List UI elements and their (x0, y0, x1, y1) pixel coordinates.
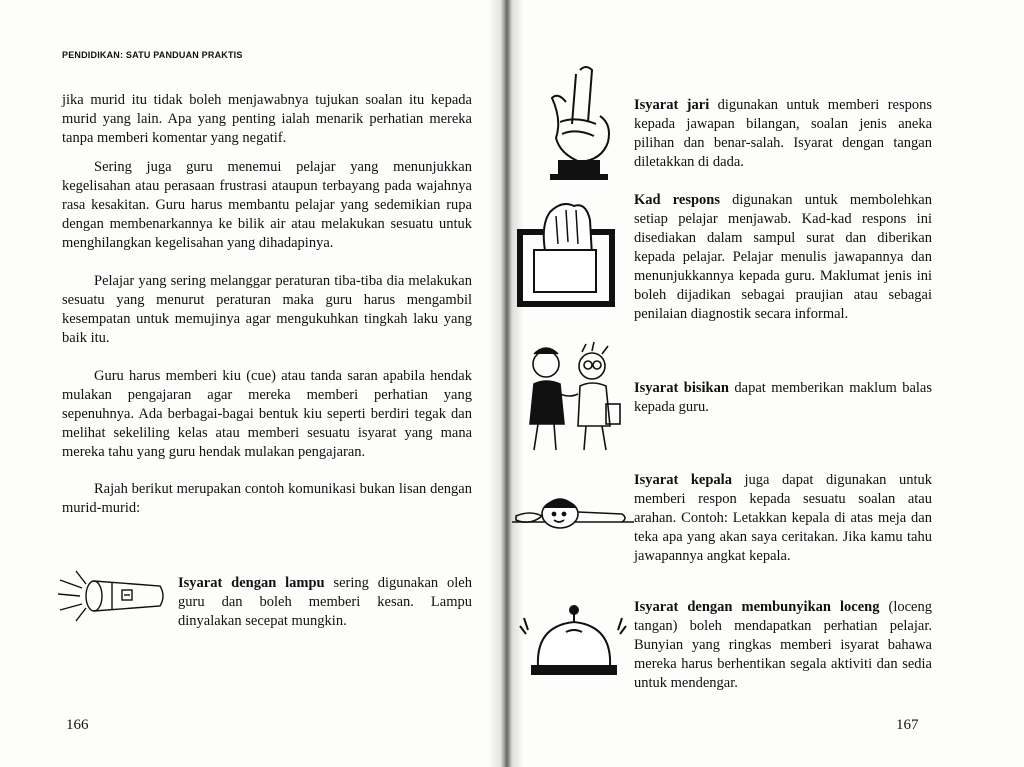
right-page (510, 0, 1024, 767)
crossed-fingers-icon (536, 62, 622, 184)
page-number-right: 167 (896, 717, 919, 733)
paragraph-2: Sering juga guru menemui pelajar yang menunjukkan kegelisahan atau perasaan frustrasi ataupun terbayang pada wajahnya rasa kesakitan. Guru harus membantu pelajar yang sedemikian rupa dengan membenarkannya ke bilik air atau melakukan sesuatu untuk menghilangkan kegelisahan yang dihadapinya. (62, 159, 472, 251)
head-signal-term: Isyarat kepala (634, 472, 732, 488)
paragraph-1: jika murid itu tidak boleh menjawabnya tujukan soalan itu kepada murid yang lain. Apa yang penting ialah menarik perhatian mereka tanpa memberi komentar yang negatif. (62, 92, 472, 146)
bell-signal-text (634, 598, 932, 693)
response-card-desc: digunakan untuk membolehkan setiap pelajar menjawab. Kad-kad respons ini disediakan dalam sampul surat dan diberikan kepada pelajar. Pelajar menulis jawapannya dan menunjukkannya kepada guru. Maklumat jenis ini boleh dijadikan sebagai praujian atau sebagai penilaian diagnostik secara informal. (634, 192, 932, 322)
paragraph-4: Guru harus memberi kiu (cue) atau tanda saran apabila hendak mulakan pengajaran agar mereka memberi perhatian yang sepenuhnya. Ada berbagai-bagai bentuk kiu seperti berdiri tegak dan melihat sekeliling kelas atau memberi sesuatu isyarat yang mana mereka tahu yang guru hendak mulakan pengajaran. (62, 368, 472, 460)
whispering-people-icon (516, 340, 628, 456)
response-card-term: Kad respons (634, 192, 721, 208)
bell-signal-desc: (loceng tangan) boleh mendapatkan perhatian pelajar. Bunyian yang ringkas memberi isyarat bahawa mereka harus berhentikan segala aktiviti dan sedia untuk mendengar. (634, 599, 932, 691)
hand-bell-icon (518, 604, 630, 676)
left-page (0, 0, 505, 767)
lamp-signal-text (178, 574, 472, 631)
response-card-icon (516, 196, 618, 308)
whisper-signal-text (634, 379, 932, 417)
head-signal-text (634, 471, 932, 566)
flashlight-icon (56, 566, 168, 626)
lamp-signal-term: Isyarat dengan lampu (178, 575, 325, 591)
head-on-desk-icon (512, 486, 634, 546)
running-header: PENDIDIKAN: SATU PANDUAN PRAKTIS (62, 50, 243, 60)
book-gutter (488, 0, 524, 767)
lamp-signal-desc: sering digunakan oleh guru dan boleh memberi kesan. Lampu dinyalakan secepat mungkin. (178, 575, 472, 629)
response-card-text (634, 191, 932, 324)
page-number-left: 166 (66, 717, 89, 733)
whisper-signal-term: Isyarat bisikan (634, 380, 729, 396)
finger-signal-desc: digunakan untuk memberi respons kepada jawapan bilangan, soalan jenis aneka pilihan dan benar-salah. Isyarat dengan tangan diletakkan di dada. (634, 97, 933, 170)
paragraph-5: Rajah berikut merupakan contoh komunikasi bukan lisan dengan murid-murid: (62, 481, 472, 516)
paragraph-3: Pelajar yang sering melanggar peraturan tiba-tiba dia melakukan sesuatu yang menurut peraturan maka guru harus mengambil kesempatan untuk memujinya agar mengukuhkan tingkah laku yang baik itu. (62, 273, 472, 346)
finger-signal-text (634, 96, 932, 172)
head-signal-desc: juga dapat digunakan untuk memberi respon kepada sesuatu soalan atau arahan. Contoh: Letakkan kepala di atas meja dan teka apa yang akan saya ceritakan. Jika kamu tahu jawapannya angkat kepala. (634, 472, 932, 564)
whisper-signal-desc: dapat memberikan maklum balas kepada guru. (634, 380, 932, 415)
finger-signal-term: Isyarat jari (634, 97, 710, 113)
bell-signal-term: Isyarat dengan membunyikan loceng (634, 599, 880, 615)
